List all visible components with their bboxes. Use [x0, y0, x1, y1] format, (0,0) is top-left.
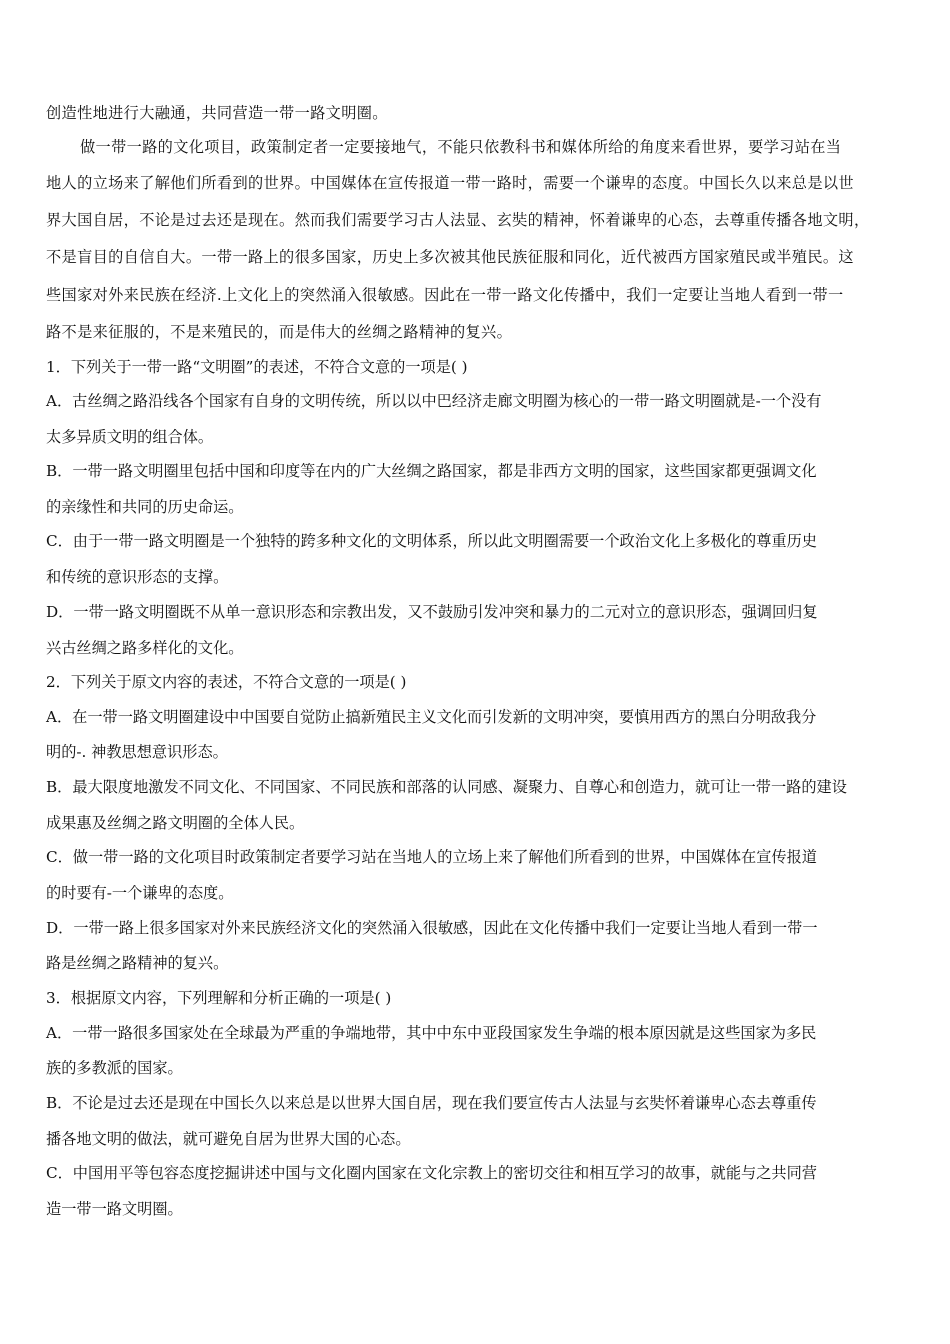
question-3-option-a: 族的多教派的国家。: [46, 1059, 183, 1077]
question-2-option-c: 的时要有-一个谦卑的态度。: [46, 884, 234, 902]
question-3-option-c: C．中国用平等包容态度挖掘讲述中国与文化圈内国家在文化宗教上的密切交往和相互学习的故事，就能与之共同营: [46, 1164, 817, 1182]
question-2-stem: 2．下列关于原文内容的表述，不符合文意的一项是( ): [46, 673, 407, 691]
question-2-option-d: D．一带一路上很多国家对外来民族经济文化的突然涌入很敏感，因此在文化传播中我们一定要让当地人看到一带一: [46, 919, 818, 937]
question-3-stem: 3．根据原文内容，下列理解和分析正确的一项是( ): [46, 989, 392, 1007]
passage-line: 路不是来征服的，不是来殖民的，而是伟大的丝绸之路精神的复兴。: [46, 323, 513, 341]
question-2-option-a: 明的-. 神教思想意识形态。: [46, 743, 228, 761]
passage-line: 些国家对外来民族在经济.上文化上的突然涌入很敏感。因此在一带一路文化传播中，我们一定要让当地人看到一带一: [46, 286, 844, 304]
question-1-option-b: B．一带一路文明圈里包括中国和印度等在内的广大丝绸之路国家，都是非西方文明的国家，这些国家都更强调文化: [46, 462, 817, 480]
question-1-option-c: 和传统的意识形态的支撑。: [46, 568, 229, 586]
question-1-stem: 1．下列关于一带一路“文明圈”的表述，不符合文意的一项是( ): [46, 358, 468, 376]
passage-line: 做一带一路的文化项目，政策制定者一定要接地气，不能只依教科书和媒体所给的角度来看世界，要学习站在当: [80, 138, 842, 156]
question-1-option-d: 兴古丝绸之路多样化的文化。: [46, 639, 244, 657]
question-1-option-c: C．由于一带一路文明圈是一个独特的跨多种文化的文明体系，所以此文明圈需要一个政治文化上多极化的尊重历史: [46, 532, 817, 550]
passage-line: 创造性地进行大融通，共同营造一带一路文明圈。: [46, 104, 388, 122]
question-3-option-b: B．不论是过去还是现在中国长久以来总是以世界大国自居，现在我们要宣传古人法显与玄奘怀着谦卑心态去尊重传: [46, 1094, 817, 1112]
question-1-option-a: 太多异质文明的组合体。: [46, 428, 214, 446]
passage-line: 地人的立场来了解他们所看到的世界。中国媒体在宣传报道一带一路时，需要一个谦卑的态度。中国长久以来总是以世: [46, 174, 854, 192]
question-3-option-a: A．一带一路很多国家处在全球最为严重的争端地带，其中中东中亚段国家发生争端的根本原因就是这些国家为多民: [46, 1024, 817, 1042]
passage-line: 不是盲目的自信自大。一带一路上的很多国家，历史上多次被其他民族征服和同化，近代被西方国家殖民或半殖民。这: [46, 248, 854, 266]
question-2-option-c: C．做一带一路的文化项目时政策制定者要学习站在当地人的立场上来了解他们所看到的世界，中国媒体在宣传报道: [46, 848, 817, 866]
question-3-option-b: 播各地文明的做法，就可避免自居为世界大国的心态。: [46, 1130, 411, 1148]
question-2-option-b: B．最大限度地激发不同文化、不同国家、不同民族和部落的认同感、凝聚力、自尊心和创造力，就可让一带一路的建设: [46, 778, 847, 796]
question-2-option-b: 成果惠及丝绸之路文明圈的全体人民。: [46, 814, 305, 832]
question-2-option-d: 路是丝绸之路精神的复兴。: [46, 954, 229, 972]
passage-line: 界大国自居，不论是过去还是现在。然而我们需要学习古人法显、玄奘的精神，怀着谦卑的心态，去尊重传播各地文明，: [46, 211, 870, 229]
question-3-option-c: 造一带一路文明圈。: [46, 1200, 183, 1218]
question-2-option-a: A．在一带一路文明圈建设中中国要自觉防止搞新殖民主义文化而引发新的文明冲突，要慎用西方的黑白分明敌我分: [46, 708, 817, 726]
question-1-option-a: A．古丝绸之路沿线各个国家有自身的文明传统，所以以中巴经济走廊文明圈为核心的一带一路文明圈就是-一个没有: [46, 392, 822, 410]
question-1-option-d: D．一带一路文明圈既不从单一意识形态和宗教出发，又不鼓励引发冲突和暴力的二元对立的意识形态，强调回归复: [46, 603, 818, 621]
question-1-option-b: 的亲缘性和共同的历史命运。: [46, 498, 244, 516]
